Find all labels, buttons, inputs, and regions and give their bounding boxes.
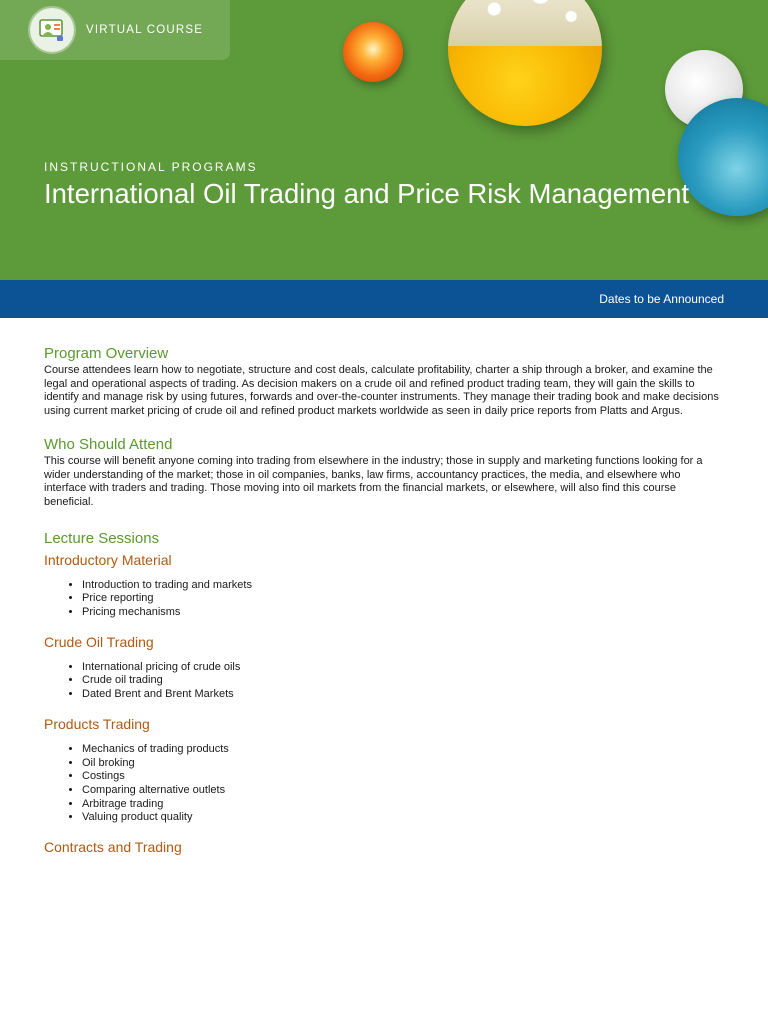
hero-banner [0,0,768,280]
section-list [44,579,724,620]
list-item: • Oil broking [82,757,724,771]
attend-heading: Who Should Attend [44,435,173,453]
section-list [44,743,724,825]
page-title: International Oil Trading and Price Risk Management [44,178,690,209]
list-item: • Arbitrage trading [82,798,724,812]
badge-label: VIRTUAL COURSE [86,24,204,36]
list-item: • Price reporting [82,592,724,606]
orange-sphere-image [343,22,403,82]
virtual-course-badge [0,0,230,60]
attend-text: This course will benefit anyone coming into trading from elsewhere in the industry; those in supply and marketing functions looking for a wider understanding of the market; those in oil companies, banks, law firms, accountancy practices, the media, and elsewhere who interface with traders and trading. Those moving into oil markets from the financial markets, or elsewhere, will also find this course beneficial. [44,454,703,508]
list-item: • Costings [82,770,724,784]
list-item: • International pricing of crude oils [82,661,724,675]
list-item: • Valuing product quality [82,811,724,825]
program-kicker: INSTRUCTIONAL PROGRAMS [44,160,258,174]
overview-text: Course attendees learn how to negotiate, structure and cost deals, calculate profitability, charter a ship through a broker, and examine the legal and operational aspects of trading. As decision makers on a crude oil and refined product trading team, they will gain the skills to identify and manage risk by using futures, forwards and over-the-counter instruments. They manage their trading book and make decisions using current market pricing of crude oil and refined product markets worldwide as seen in daily price reports from Platts and Argus. [44,364,719,418]
list-item: • Crude oil trading [82,674,724,688]
list-item: • Introduction to trading and markets [82,579,724,593]
list-item: • Dated Brent and Brent Markets [82,688,724,702]
dates-text: Dates to be Announced [599,292,724,306]
section-title: Introductory Material [44,551,172,568]
main-content [44,344,724,857]
section-list [44,661,724,702]
section-title: Contracts and Trading [44,839,182,856]
dates-bar [0,280,768,318]
oil-bubbles-image [448,0,602,126]
lectures-heading: Lecture Sessions [44,529,160,547]
list-item: • Pricing mechanisms [82,606,724,620]
virtual-course-icon [30,8,74,52]
section-title: Crude Oil Trading [44,633,154,650]
list-item: • Comparing alternative outlets [82,784,724,798]
list-item: • Mechanics of trading products [82,743,724,757]
overview-heading: Program Overview [44,345,169,362]
section-title: Products Trading [44,715,150,732]
